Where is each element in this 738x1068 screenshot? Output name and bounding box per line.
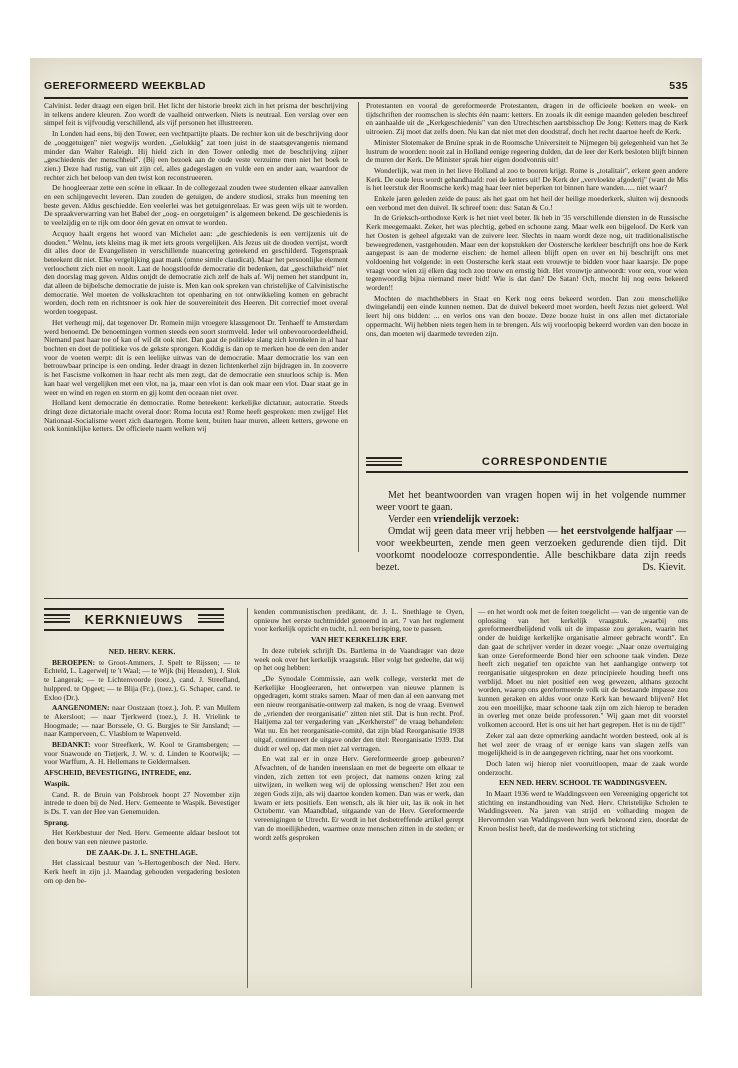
corr-bold-text: vriendelijk verzoek: <box>433 514 520 525</box>
place-heading: Sprang. <box>44 817 69 827</box>
paragraph: Het verheugt mij, dat tegenover Dr. Romein mijn vroegere klassgenoot Dr. Tenhaeff te Amsterdam werd benoemd. De benoemingen vormen steeds een soort stormveld. Ieder wil onbevooroordeeldheid. Niemand past haar toe of kan of wil dit ook niet. Dan gaat de politieke slang zich kronkelen in al haar bochten en doet de politieke vos de gekste sprongen. Koddig is dan op te merken hoe de een den ander voor de voeten werpt: dit is een leelijke uitwas van de democratie. Maar democratie los van een betrouwbaar principe is een onding. Ieder draagt in dezen lichtenkerhel zijn bijdragen in. In zooverre is het Fascisme volkomen in haar recht als men zegt, dat de democratie een stuurloos schip is. Men kan haar wel vergelijken met een vlot, na ja, maar een vlot is dan ook maar een vlot. Daar staat ge in weer en wind en regen en storm en gij komt den oceaan niet over. <box>44 317 348 397</box>
kerknieuws-column-2 <box>254 608 464 986</box>
item-lead: AANGENOMEN: <box>52 703 110 713</box>
paragraph: Wonderlijk, wat men in het lieve Holland al zoo te booren krijgt. Rome is „totalitair", erkent geen andere Kerk. De oude leus wordt gehandhaafd: roei de ketters uit! De Kerk der „vervloekte afgoderij" (want de Mis is het leerstuk der Roomsche kerk) mag haar leer niet beperken tot binnen hare wanden...... niet waar? <box>366 165 688 193</box>
corr-paragraph-dates <box>376 526 686 574</box>
header-rule <box>44 97 688 99</box>
news-item <box>44 704 240 739</box>
paragraph: Holland kent democratie én democratie. Rome beteekent: kerkelijke dictatuur, autocratie. Steeds dringt deze dictatoriale macht overal door: Roma locuta est! Rome heeft gesproken: men zwijge! Het Nationaal-Socialisme weert zich daartegen. Rome kent, buiten haar muren, alleen ketters, gewone en ook koninklijke ketters. De officieele naam welken wij <box>44 398 348 434</box>
paragraph: Zeker zal aan deze opmerking aandacht worden besteed, ook al is het wel zeer de vraag of er eenige kans van slagen zelfs van mogelijkheid is in de aangegeven richting, naar het ons voorkomt. <box>478 730 688 758</box>
item-lead: BEDANKT: <box>52 740 91 750</box>
page-number: 535 <box>669 80 688 92</box>
column-divider <box>358 102 359 552</box>
paragraph: Het classicaal bestuur van 's-Hertogenbosch der Ned. Herv. Kerk heeft in zijn j.l. Maandag gehouden vergadering besloten om op den be- <box>44 858 240 885</box>
item-text: voor Streefkerk, W. Kool te Gramsbergen; — voor Suawoude en Tietjerk, J. W. v. d. Linden te Kootwijk; — voor Warffum, A. H. Hellemans te Geldermalsen. <box>44 740 240 767</box>
item-lead: BEROEPEN: <box>52 657 96 667</box>
correspondentie-heading-box <box>366 456 688 475</box>
paragraph: — en het wordt ook met de feiten toegelicht — van de urgentie van de oplossing van het kerkelijk vraagstuk. „waarbij ons gereformeerdbelijdend volk uit de impasse zou geraken, waarin het onder de huidige kerkelijke organisatie almeer gebracht wordt". En dan gaat de schrijver verder in dezer voege: „Naar onze overtuiging kan onze Gereformeerde Bond hier een schoone taak vinden. Deze heeft zich negatief ten opzichte van het aanhangige ontwerp tot reorganisatie uitgesproken en deze principieele houding heeft ons verblijd. Moet nu niet positief een weg gewezen, althans gezocht worden, waarop ons gereformeerde volk uit de bestaande impasse zou kunnen geraken en aldus voor onze Kerk kan bewaard blijven? Het zou een moeilijke, maar schoone taak zijn om zich hierop te beraden in overleg met onze beide professoren." Wij gaan met dit voorstel volkomen accoord. Het is ons uit het hart gegrepen. Het is nu de tijd!" <box>478 608 688 730</box>
heading-bars-right <box>198 614 224 625</box>
kerknieuws-heading-row <box>44 612 224 627</box>
subheading: AFSCHEID, BEVESTIGING, INTREDE, enz. <box>44 768 192 778</box>
article-column-right <box>366 102 688 446</box>
corr-bold-text: het eerstvolgende halfjaar <box>560 526 673 537</box>
corr-paragraph-request <box>376 514 686 526</box>
paragraph: „De Synodale Commissie, aan welk college, versterkt met de Kerkelijke Hoogleeraren, het ontwerpen van nieuwe plannen is opgedragen, komt straks samen. Maar of men dan al een aanvang met een nieuw reorganisatie-ontwerp zal maken, is nog de vraag. Evenwel de „vrienden der reorganisatie" zitten niet stil. Dat is hun recht. Prof. Haitjema zal ter vergadering van „Kerkherstel" de vraag behandelen: Wat nu. En het reorganisatie-comité, dat zijn blad Reorganisatie 1938 uitgaf, continueert de uitgave onder den titel: Reorganisatie 1939. Dat duidt er wel op, dat men niet zal vertragen. <box>254 673 464 753</box>
paragraph: Minister Slotemaker de Bruïne sprak in de Roomsche Universiteit te Nijmegen bij gelegenheid van het 3e lustrum de woorden: nooit zal in Holland eenige regeering dulden, dat de leer der Kerk besloten blijft binnen de muren der Kerk. De Minister sprak hier eigen doodvonnis uit! <box>366 137 688 165</box>
kerknieuws-column-3 <box>478 608 688 986</box>
correspondentie-notice <box>376 490 686 574</box>
place-heading: Waspik. <box>44 778 70 788</box>
corr-paragraph: Met het beantwoorden van vragen hopen wij in het volgende nummer weer voort te gaan. <box>376 490 686 513</box>
paragraph: In de Grieksch-orthodoxe Kerk is het niet veel beter. Ik heb in '35 verschillende diensten in de Russische Kerk meegemaakt. Zeker, het was plechtig, gebed en schoone zang. Maar welk een bijgeloof. De Kerk van het Oosten is geheel afgezakt van de zuivere leer. Slechts in naam wordt deze nog, uit traditionalistische beweegredenen, vastgehouden. Maar een der kopstukken der Oostersche kerkleer beschrijft ons hoe de Kerk aangepast is aan de moderne eischen: de hemel alleen blijft open en over en hij beschrijft ons met voldoening het volgende: in een Oostersche kerk staat een vrouwtje te bidden voor haar kaarsje. De pope vraagt voor wien zij elken dag toch zoo trouw en ernstig bidt. Het vrouwtje antwoordt: voor een, voor wien tegenwoordig bijna niemand meer bidt! Wie is dat dan? De Satan! Och, mocht hij nog eens bekeerd worden!! <box>366 213 688 293</box>
paragraph: Het Kerkbestuur der Ned. Herv. Gemeente aldaar besloot tot den bouw van een nieuwe pastorie. <box>44 828 240 847</box>
paragraph: En wat zal er in onze Herv. Gereformeerde groep gebeuren? Afwachten, of de handen ineenslaan en met de begeerte om elkaar te vinden, zich zetten tot een project, dat namens onzen kring zal uitwijzen, in welken weg wij de oplossing wenschen? Het zou een zegen Gods zijn, als wij daartoe konden komen. Dan was er werk, dan kwam er iets positiefs. Een wensch, als ik hier uit, las ik ook in het Octobernr. van Maandblad, uitgaande van de Herv. Gereformeerde vereenigingen te Utrecht. Er wordt in het desbetreffende artikel gerept van de moeilijkheden, waarmee onze menschen zitten in de steden; er wordt zelfs gesproken <box>254 754 464 842</box>
paragraph: Doch laten wij hierop niet vooruitloopen, maar de zaak worde onderzocht. <box>478 758 688 777</box>
corr-text: — voor weekbeurten, zende men geen verzoeken gedurende dien tijd. Dit voorkomt noodelooze correspondentie. Alle beschikbare data zijn reeds bezet. <box>376 526 686 573</box>
corr-text: Verder een <box>388 514 434 525</box>
kerknieuws-heading-box <box>44 608 224 633</box>
paragraph: Cand. R. de Bruin van Polsbroek hoopt 27 November zijn intrede te doen bij de Ned. Herv. Gemeente te Waspik. Bevestiger is Ds. T. van der Hee van Genemuiden. <box>44 789 240 816</box>
subheading: EEN NED. HERV. SCHOOL TE WADDINGSVEEN. <box>499 778 667 788</box>
kerknieuws-heading: KERKNIEUWS <box>84 612 184 627</box>
news-item <box>44 741 240 767</box>
heading-bars-left <box>366 457 402 468</box>
column-divider <box>247 608 248 988</box>
column-divider <box>471 608 472 988</box>
heading-underline <box>366 471 688 473</box>
subheading: VAN HET KERKELIJK ERF. <box>311 635 407 645</box>
item-text: te Groot-Ammers, J. Spelt te Rijssen; — te Echteld, L. Lagerwelj te 't Waal; — te Wijk (bij Heusden), J. Slok te Langerak; — te Lichtenvoorde (toez.), cand. J. Streefland, hulppred. te Opgeet; — te Blija (Fr.), (toez.), G. Schaper, cand. te Exloo (Dr.). <box>44 657 240 702</box>
kerknieuws-column-1 <box>44 648 240 986</box>
paragraph: In Londen had eens, bij den Tower, een vechtpartijte plaats. De rechter kon uit de beschrijving door de „ooggetuigen" niet wegwijs worden. „Gelukkig" zat toen juist in de staatsgevangenis niemand minder dan Walter Raleigh. Hij hield zich in den Tower onledig met de beschrijving zijner „geschiedenis der menschheid". (Bij een bezoek aan de oude veste verzuime men niet het boek te zien.) Deze had rustig, van uit zijn cel, alles gadegeslagen en vulde een en ander aan, waardoor de rechter zich het beloop van den twist kon reconstrueeren. <box>44 129 348 182</box>
paragraph: Calvinist. Ieder draagt een eigen bril. Het licht der historie breekt zich in het prisma der beschrijving in telkens andere kleuren. Zoo wordt de vaalheid ontwerken. Niets is neutraal. Een verslag over een simpel feit is vijfvoudig verschillend, als vijf personen het illustreeren. <box>44 102 348 128</box>
subheading: DE ZAAK-Dr. J. L. SNETHLAGE. <box>86 847 198 857</box>
item-text: naar Oostzaan (toez.), Joh. P. van Mullem te Akersloot; — naar Tjerkwerd (toez.), J. H. Vrielink te Hoogmade; — naar Borssele, O. G. Burgjes te Sir Jansland; — naar Kamperveen, C. Vlasblom te Wapenveld. <box>44 703 240 739</box>
paragraph: In Maart 1936 werd te Waddingsveen een Vereeniging opgericht tot stichting en instandhouding van Ned. Herv. Christelijke Scholen te Waddingsveen. Na jaren van strijd en volharding mogen de Hervormden van Waddingsveen hun werk bekroond zien, doordat de Kroon beslist heeft, dat de medewerking tot stichting <box>478 789 688 833</box>
signature: Ds. Kievit. <box>642 562 686 573</box>
paragraph: Acquoy haalt ergens het woord van Michelet aan: „de geschiedenis is een verrijzenis uit de dooden." Welnu, iets kleins mag ik met iets groots vergelijken. Als Jezus uit de dooden verrijst, wordt dit alles door de Evangelisten in verschillende nuancering geteekend en geschilderd. Tegenspraak beteekent dit niet. Elke vergelijking gaat mank (omne simile claudicat). Maar het persoonlijke element verloochent zich niet en nooit. Laat de hoogstloofde democratie dit bedenken, dat „geschiktheid" niet den doorslag mag geven. Aldus ontjdt de democratie zich zelf de hals af. Wij nemen het standpunt in, dat alleen de bijbelsche democratie de juiste is. Men kan ook spreken van christelijke of Calvinistische democratie. Wel moeten de volkskrachten tot openbaring en tot ontwikkeling komen en gebracht worden, doch rem en richtsnoer is ook hier de souvereiniteit des Heeren. Dit correctief moet overal worden toegepast. <box>44 228 348 317</box>
paragraph: Protestanten en vooral de gereformeerde Protestanten, dragen in de officieele boeken en week- en tijdschriften der roomschen is slechts één naam: ketters. En zooals ik dit eenige maanden geleden beschreef en aanhaalde uit de „Kerkgeschiedenis" van den Utrechtschen aartsbisschop De Jong: Ketters mag de Kerk uitroeien. Zij moet dat zelfs doen. Nu kan dat niet met den doodstraf, doch het recht daartoe heeft de Kerk. <box>366 102 688 137</box>
paragraph: In deze rubriek schrijft Ds. Bartlema in de Vaandrager van deze week ook over het kerkelijk vraagstuk. Hier volgt het gedeelte, dat wij op het oog hebben: <box>254 645 464 673</box>
newspaper-page <box>30 58 702 996</box>
subheading: NED. HERV. KERK. <box>108 648 176 656</box>
section-rule <box>44 598 688 599</box>
correspondentie-heading: CORRESPONDENTIE <box>481 456 609 468</box>
heading-bars-left <box>44 614 70 625</box>
paragraph: De hoogleeraar zette een scène in elkaar. In de collegezaal zouden twee studenten elkaar aanvallen en een schijngevecht leveren. Dan zouden de getuigen, de andere studiosi, straks hun meening ten beste geven. Aldus geschiedde. Een veelerlei was het getuigenrelaas. Er was geen wijs uit te worden. De spraakverwarring van het Babel der „oog- en oorgetuigen" is algemeen bekend. De geschiedenis is te veelzijdig en te rijk om door één gevat en omvat te worden. <box>44 183 348 228</box>
corr-text: Omdat wij geen data meer vrij hebben — <box>388 526 561 537</box>
article-column-left <box>44 102 348 550</box>
paragraph: Enkele jaren geleden zeide de paus: als het gaat om het heil der heilige moederkerk, sluiten wij desnoods een verbond met den duivel. Ik schreef toen: dus: Satan & Co.! <box>366 194 688 212</box>
paragraph: kenden communistischen predikant, dr. J. L. Snethlage te Oyen, opnieuw het eerste tuchtmiddel genoemd in art. 7 van het reglement voor kerkelijk opzicht en tucht, n.l. een berisping, toe te passen. <box>254 608 464 634</box>
publication-title: GEREFORMEERD WEEKBLAD <box>44 80 206 92</box>
page-header <box>44 80 688 96</box>
correspondentie-heading-row <box>366 456 688 468</box>
news-item <box>44 659 240 703</box>
paragraph: Mochten de machthebbers in Staat en Kerk nog eens bekeerd worden. Dan zou menschelijke dwingelandij een einde kunnen nemen. Dat de duivel bekeerd moet worden, heeft Jezus niet geleerd. Wel leert hij ons bidden: ... en verlos ons van den booze. Deze booze huist in ons allen met dictatoriale oppermacht. Wij hebben niets tegen hem in te brengen. Als wij voorloopig bekeerd worden van den booze in ons, dan moeten wij daarmede tevreden zijn. <box>366 293 688 338</box>
